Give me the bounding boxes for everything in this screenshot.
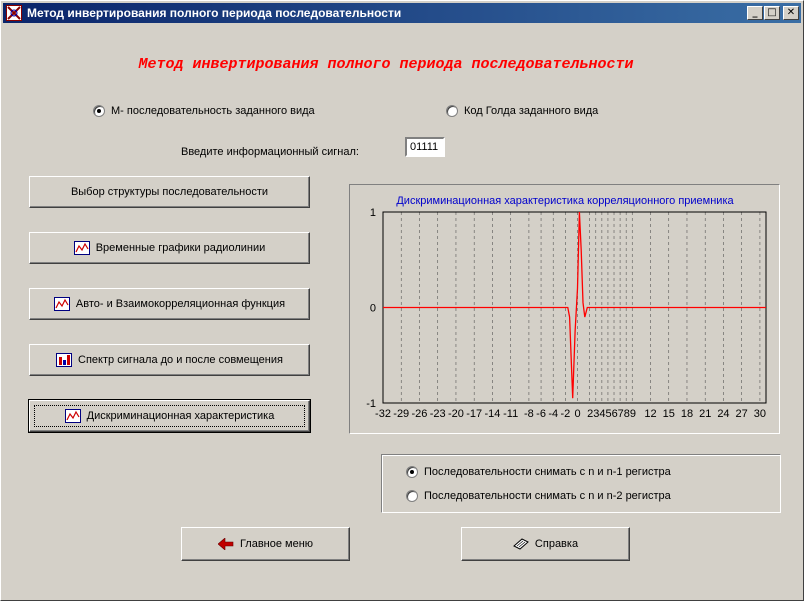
x-tick-label: -4 [548, 408, 559, 420]
chart-panel [349, 184, 780, 434]
x-axis [375, 408, 766, 420]
focus-rectangle [34, 405, 305, 427]
button-label: Дискриминационная характеристика [86, 410, 275, 422]
info-signal-input[interactable]: 01111 [405, 137, 445, 157]
y-tick-label: 0 [369, 302, 376, 315]
radio-label: Последовательности снимать с n и n-1 регистра [424, 466, 671, 478]
x-tick-label: 30 [753, 408, 767, 420]
title-bar[interactable] [3, 3, 801, 23]
button-label: Авто- и Взаимокорреляционная функция [75, 298, 286, 310]
radio-dot[interactable] [93, 105, 105, 117]
graph-icon [54, 297, 70, 311]
x-tick-label: -32 [375, 408, 391, 420]
radio-gold-code[interactable] [446, 105, 598, 117]
correlation-button[interactable] [29, 288, 310, 320]
radio-dot[interactable] [406, 466, 418, 478]
button-label: Выбор структуры последовательности [70, 186, 269, 198]
x-tick-label: -8 [524, 408, 534, 420]
x-tick-label: -11 [503, 408, 519, 420]
radio-dot[interactable] [406, 490, 418, 502]
main-menu-button[interactable] [181, 527, 350, 561]
discrimination-button[interactable] [29, 400, 310, 432]
y-tick-label: 1 [369, 207, 376, 219]
structure-button[interactable] [29, 176, 310, 208]
info-signal-label: Введите информационный сигнал: [181, 146, 359, 158]
discrimination-chart [350, 185, 779, 433]
graph-icon [74, 241, 90, 255]
minimize-button[interactable]: _ [747, 6, 763, 20]
radio-register-n-n2[interactable] [406, 490, 671, 502]
spectrum-button[interactable] [29, 344, 310, 376]
maximize-button[interactable]: □ [764, 6, 780, 20]
x-tick-label: -6 [536, 408, 546, 420]
radio-register-n-n1[interactable] [406, 466, 671, 478]
x-tick-label: -17 [466, 408, 483, 420]
book-icon [513, 537, 529, 551]
x-tick-label: -20 [447, 408, 464, 420]
radio-m-sequence[interactable] [93, 105, 315, 117]
close-button[interactable]: ✕ [783, 6, 799, 20]
help-button[interactable] [461, 527, 630, 561]
y-tick-label: -1 [366, 398, 376, 410]
radio-label: Код Голда заданного вида [464, 105, 599, 117]
window-title: Метод инвертирования полного периода последовательности [27, 6, 402, 20]
time-graphs-button[interactable] [29, 232, 310, 264]
radio-label: Последовательности снимать с n и n-2 регистра [424, 490, 671, 502]
bar-chart-icon [56, 353, 72, 367]
y-axis [366, 207, 376, 410]
register-group [381, 454, 781, 513]
x-tick-label: 21 [699, 408, 712, 420]
x-tick-label: 12 [644, 408, 657, 420]
x-tick-label: -26 [411, 408, 428, 420]
button-label: Спектр сигнала до и после совмещения [78, 354, 283, 366]
series-line [383, 212, 766, 398]
button-label: Временные графики радиолинии [95, 242, 266, 254]
radio-label: М- последовательность заданного вида [111, 105, 315, 117]
x-tick-label: 24 [717, 408, 730, 420]
x-tick-label: -2 [560, 408, 571, 420]
x-tick-label: -29 [393, 408, 410, 420]
x-tick-label: 0 [574, 408, 581, 420]
x-tick-label: 15 [662, 408, 675, 420]
app-icon[interactable] [6, 5, 22, 21]
x-tick-label: -14 [484, 408, 501, 420]
arrow-left-icon [218, 538, 234, 550]
page-heading: Метод инвертирования полного периода последовательности [138, 56, 634, 73]
x-tick-label: 23456789 [587, 408, 637, 420]
button-label: Справка [534, 538, 579, 550]
x-tick-label: -23 [429, 408, 446, 420]
button-label: Главное меню [239, 538, 314, 550]
radio-dot[interactable] [446, 105, 458, 117]
x-tick-label: 18 [680, 408, 694, 420]
chart-title: Дискриминационная характеристика корреляционного приемника [396, 195, 734, 207]
x-tick-label: 27 [735, 408, 748, 420]
